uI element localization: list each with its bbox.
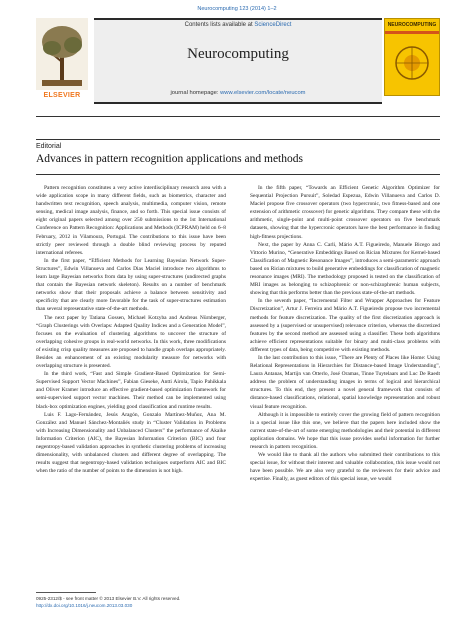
body-column-left xyxy=(36,184,226,584)
sciencedirect-link[interactable]: ScienceDirect xyxy=(254,22,292,28)
cover-band xyxy=(385,31,439,34)
journal-header xyxy=(36,16,440,108)
paragraph: Luis F. Lago-Fernández, Jesús Aragón, Gonzalo Martínez-Muñoz, Ana M. González and Manuel Sánchez-Montañés study in “Cluster Validation in Problems with Increasing Dimensionality and Unbalanced Clusters” the performance of Akaike Information Criterion (AIC), the Bayesian Information Criterion (BIC) and four negentropy-based validation approaches in synthetic clustering problems of increasing dimensionality, with unbalanced clusters and different degree of overlapping. The results suggest that negentropy-based validation techniques outperform AIC and BIC when the ratio of the number of points to the dimension is not high. xyxy=(36,411,226,475)
footer-divider xyxy=(36,592,96,593)
paragraph: In the seventh paper, “Incremental Filter and Wrapper Approaches for Feature Discretization”, Artur J. Ferreira and Mário A.T. Figueiredo propose two incremental methods for feature discretization. The quality of the first discretization approach is assessed by a (supervised or unsupervised) relevance criterion, whereas the discretized features by the second method are assessed using a classifier. These both algorithms achieve efficient representations suitable for binary and multi-class problems with different types of data, being competitive with existing methods. xyxy=(250,298,440,353)
article-title: Advances in pattern recognition applications and methods xyxy=(36,153,303,165)
paragraph: In the fifth paper, “Towards an Efficient Genetic Algorithm Optimizer for Sequential Projection Pursuit”, Soledad Espezua, Edwin Villanueva and Carlos D. Maciel propose five crossover operators (two hypercronic, two fitness-based and one extension of arithmetic crossover) for genetic algorithms. They compare these with the arithmetic, single-point and multi-point crossover operators on five benchmark datasets, showing that the hypercronic operators have the best performance in finding high-fitness projections. xyxy=(250,185,440,240)
section-label: Editorial xyxy=(36,143,62,150)
homepage-prefix: journal homepage: xyxy=(170,90,219,96)
doi-link[interactable]: http://dx.doi.org/10.1016/j.neucom.2013.03.030 xyxy=(36,602,133,608)
journal-cover-thumbnail xyxy=(384,18,440,96)
paragraph: The next paper by Tatiana Gossen, Michael Kotzyba and Andreas Nürnberger, “Graph Clusterings with Overlaps: Adapted Quality Indices and a Generation Model”, focuses on the evaluation of clustering algorithms to uncover the structure of overlapping cohesive groups in real-world networks. In this work, three modifications of existing crisp quality measures are proposed to handle graph overlaps appropriately. Besides an enhancement of an existing modularity measure for networks with overlapping structure is presented. xyxy=(36,314,226,370)
paragraph: Although it is impossible to entirely cover the growing field of pattern recognition in a special issue like this one, we believe that the papers here included show the current state-of-the-art of some emerging methodologies and their potential in different application domains. We hope that this issue provides useful information for further research in pattern recognition. xyxy=(250,411,440,450)
elsevier-tree-logo xyxy=(36,18,88,90)
header-divider-thick xyxy=(36,116,440,117)
paragraph: We would like to thank all the authors who submitted their contributions to this special issue, for without their interest and valuable collaboration, this issue would not have been possible. We are also very grateful to the reviewers for their advice and expertise. Finally, as guest editors of this special issue, we would xyxy=(250,452,440,483)
copyright-line: 0925-2312/$ - see front matter © 2013 Elsevier B.V. All rights reserved. xyxy=(36,596,181,601)
paragraph: In the third work, “Fast and Simple Gradient-Based Optimization for Semi-Supervised Support Vector Machines”, Fabian Gieseke, Antti Airola, Tapio Pahikkala and Oliver Kramer introduce an effective gradient-based optimization framework for semi-supervised support vector machines. Their method can be implemented using black-box optimization engines, yielding good classification and runtime results. xyxy=(36,371,226,410)
journal-reference-link[interactable]: Neurocomputing 123 (2014) 1–2 xyxy=(197,6,277,12)
journal-homepage-line xyxy=(94,90,382,96)
copyright-footer xyxy=(36,596,296,609)
cover-title: NEUROCOMPUTING xyxy=(387,22,437,28)
header-divider xyxy=(36,139,440,140)
elsevier-wordmark: ELSEVIER xyxy=(43,92,81,99)
contents-prefix: Contents lists available at xyxy=(184,22,253,28)
homepage-link[interactable]: www.elsevier.com/locate/neucom xyxy=(220,90,306,96)
paragraph: In the last contribution to this issue, “There are Plenty of Places like Home: Using Relational Representations in Hierarchies for Distance-based Image Understanding”, Laura Antanas, Martijn van Otterlo, José Oramas, Tinne Tuytelaars and Luc De Raedt address the problem of understanding images in terms of logical and hierarchical structures. To this end, they present a novel general framework that consists of distance-based classifications, relational, spatial knowledge representation and robust visual feature recognition. xyxy=(250,354,440,410)
paragraph: Next, the paper by Anna C. Carli, Mário A.T. Figueiredo, Manuele Bicego and Vittorio Murino, “Generative Embeddings Based on Rician Mixtures for Kernel-based Classification of Magnetic Resonance Images”, introduces a semi-parametric approach based on Rician mixtures to build generative embeddings for classification of magnetic resonance images (MRI). The methodology proposed is tested on the classification of MRI images as belonging to schizophrenic or non-schizophrenic human subjects, showing that this performs better than the previous state-of-the-art methods. xyxy=(250,241,440,297)
masthead-box xyxy=(94,18,382,104)
paragraph: In the first paper, “Efficient Methods for Learning Bayesian Network Super-Structures”, Edwin Villanueva and Carlos Dias Maciel introduce two algorithms to learn large Bayesian networks from data by using super-structures (undirected graphs that contain the Bayesian network skeleton). Results on a number of benchmark networks show that their proposals achieve a balance between sensitivity and specificity that are clearly more favorable for the task of super-structures estimation than several representative state-of-the-art methods. xyxy=(36,257,226,313)
contents-available-line xyxy=(94,22,382,28)
title-divider xyxy=(36,174,440,175)
cover-artwork-icon xyxy=(389,39,435,87)
journal-name: Neurocomputing xyxy=(187,46,289,62)
body-column-right xyxy=(250,184,440,584)
paragraph: Pattern recognition constitutes a very active interdisciplinary research area with a wide application scope in many different fields, such as biometrics, character and handwritten text recognition, speech analysis, multimedia, computer vision, remote sensing, medical image analysis, finance, and so forth. This special issue consists of eight original papers selected among over 250 submissions to the 1st International Conference on Pattern Recognition: Applications and Methods (ICPRAM) held on 6–8 February, 2012 in Vilamoura, Portugal. The contributions to this issue have been strictly peer reviewed through a double blind reviewing process by reputed international referees. xyxy=(36,185,226,256)
